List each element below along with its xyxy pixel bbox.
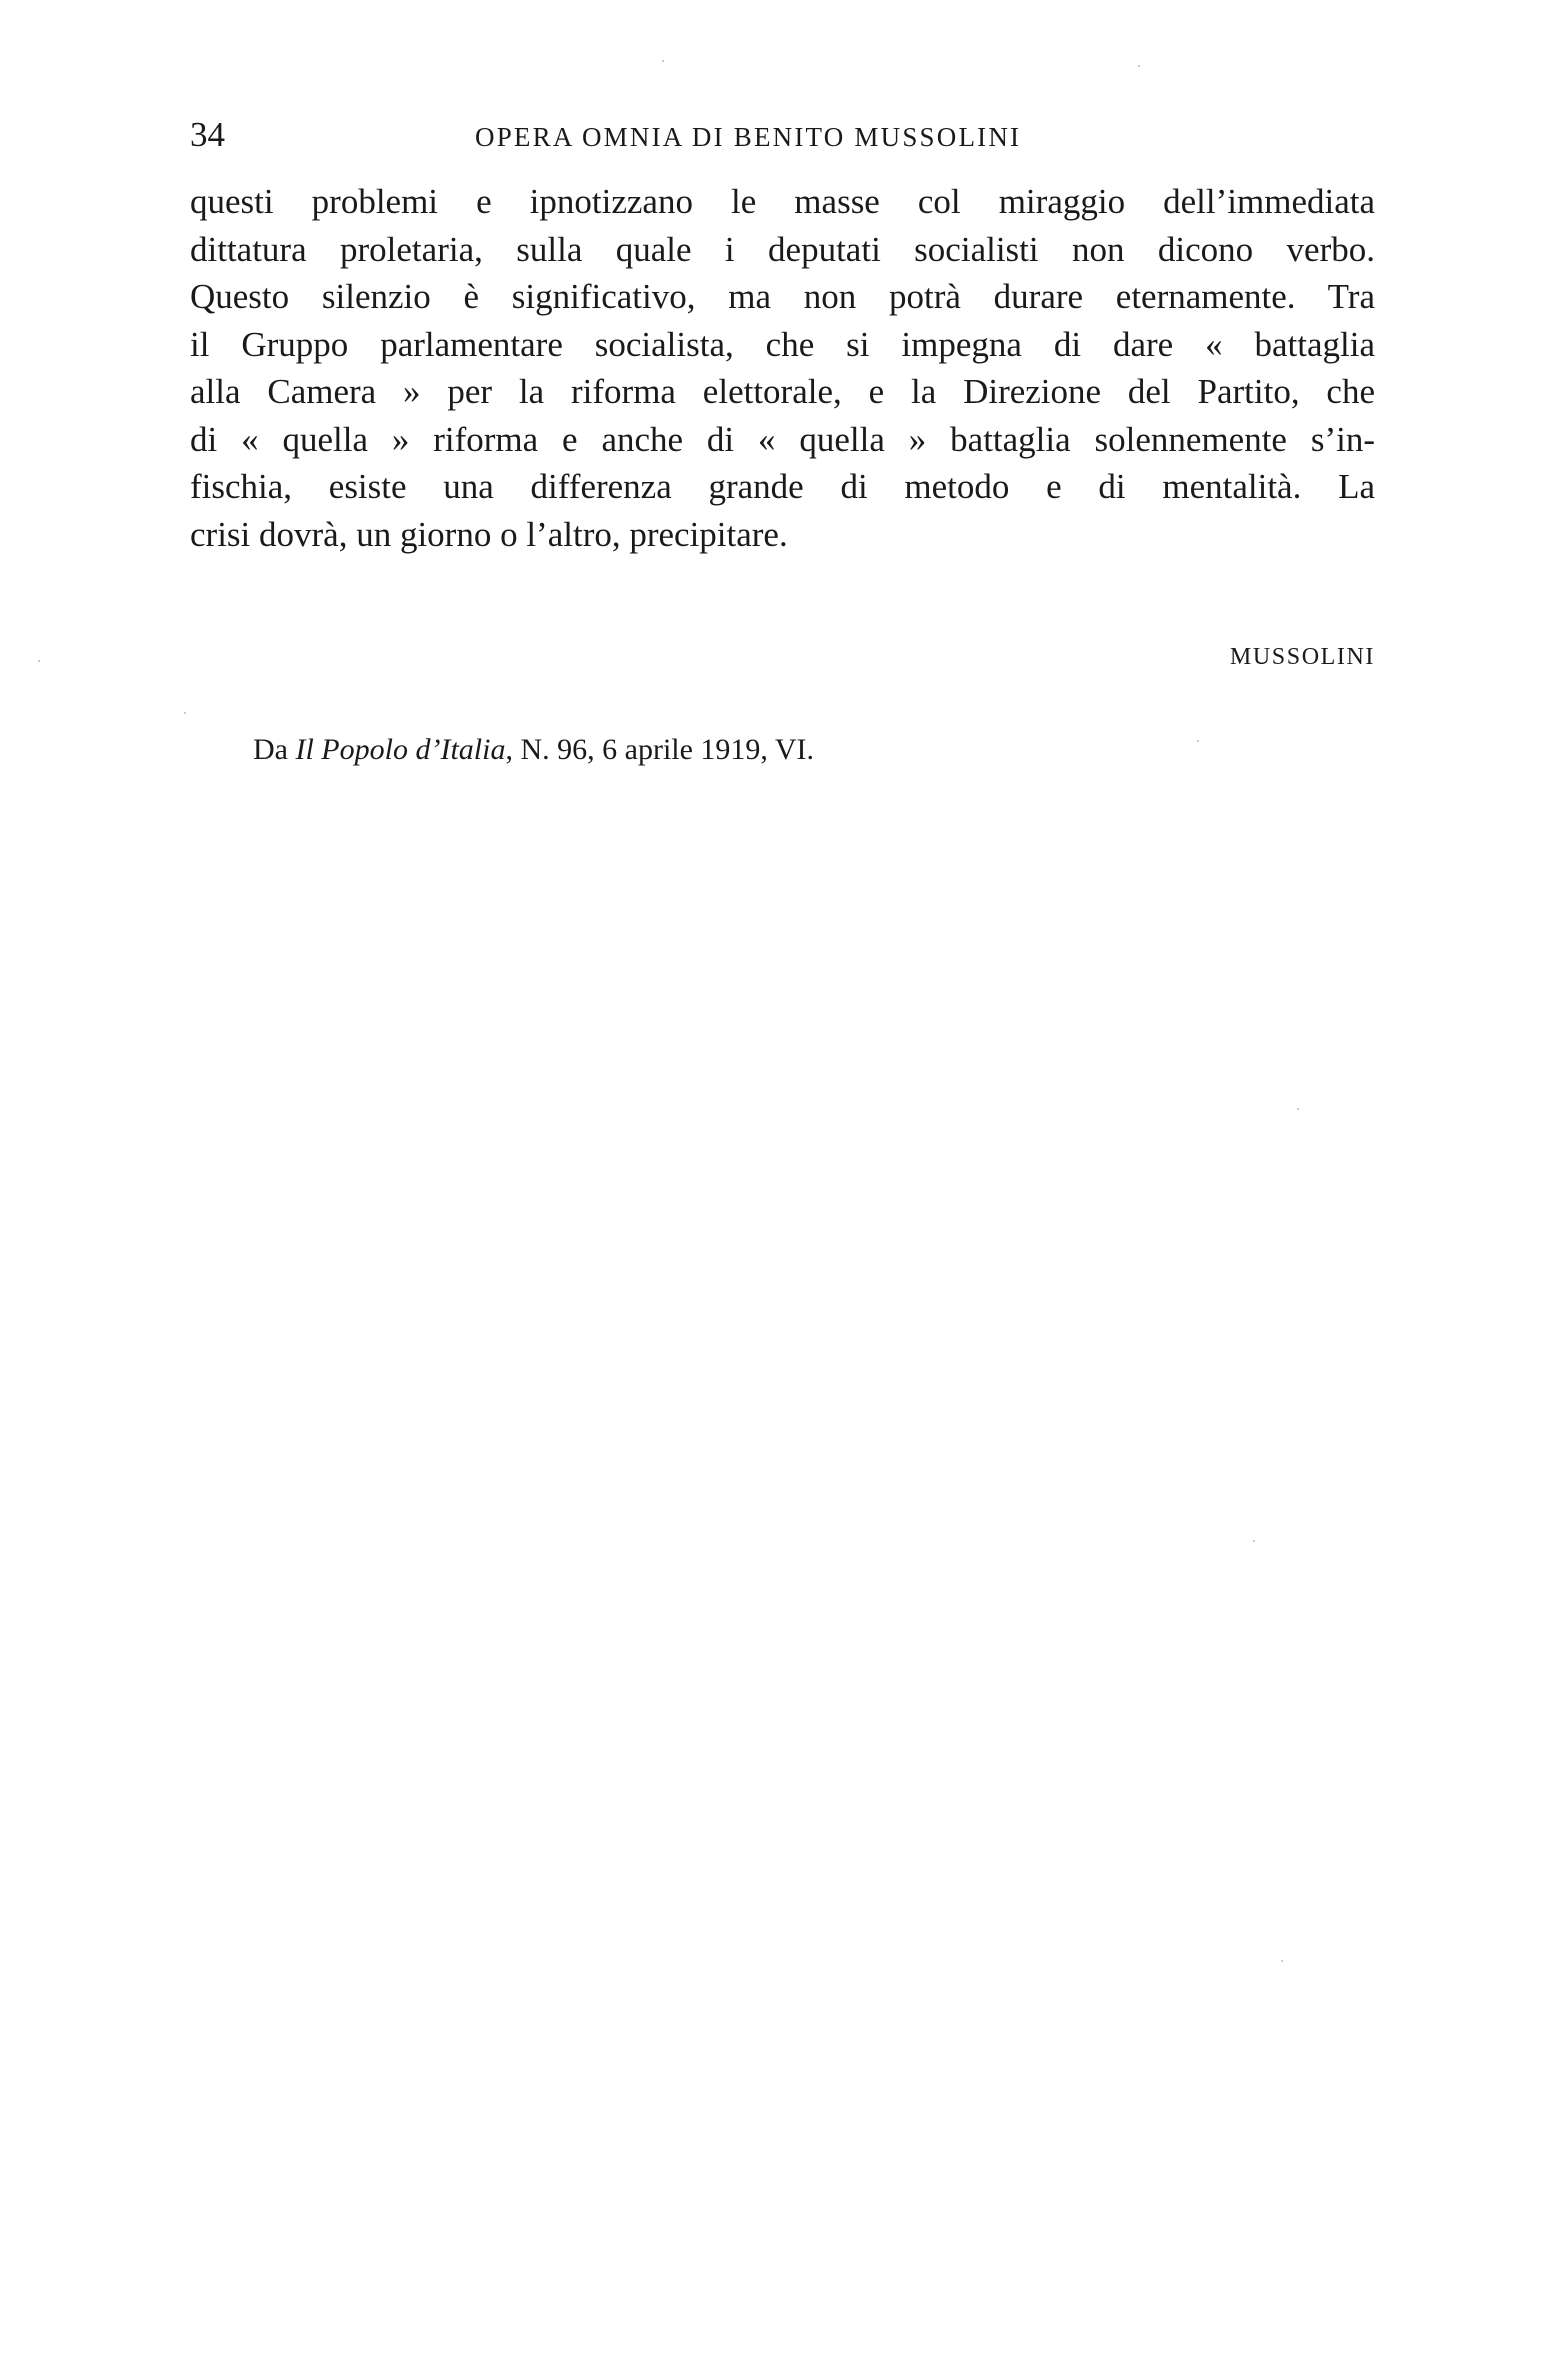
- scan-speck: [662, 60, 664, 62]
- scan-speck: [184, 712, 186, 714]
- body-line: fischia, esiste una differenza grande di metodo e di mentalità. La: [190, 467, 1375, 506]
- source-prefix: Da: [253, 733, 296, 766]
- body-line: Questo silenzio è significativo, ma non potrà durare eternamente. Tra: [190, 277, 1375, 316]
- body-line: crisi dovrà, un giorno o l’altro, precipitare.: [190, 514, 788, 554]
- scan-speck: [1138, 65, 1140, 67]
- scan-speck: [38, 660, 40, 662]
- source-publication-title: Il Popolo d’Italia: [295, 733, 506, 766]
- body-line: questi problemi e ipnotizzano le masse col miraggio dell’immediata: [190, 182, 1375, 221]
- running-head: [190, 110, 1375, 160]
- running-title: OPERA OMNIA DI BENITO MUSSOLINI: [475, 122, 1022, 152]
- scan-speck: [1297, 1108, 1299, 1110]
- source-citation: [253, 727, 814, 773]
- author-signature: MUSSOLINI: [1229, 644, 1375, 670]
- body-line: di « quella » riforma e anche di « quella » battaglia solennemente s’in-: [190, 419, 1375, 459]
- scan-speck: [1197, 740, 1199, 742]
- body-line: dittatura proletaria, sulla quale i deputati socialisti non dicono verbo.: [190, 229, 1375, 269]
- body-line: il Gruppo parlamentare socialista, che si impegna di dare « battaglia: [190, 324, 1375, 364]
- scan-speck: [1281, 1960, 1283, 1962]
- source-details: , N. 96, 6 aprile 1919, VI.: [505, 733, 815, 766]
- body-line: alla Camera » per la riforma elettorale, e la Direzione del Partito, che: [190, 372, 1375, 411]
- page-number: 34: [190, 115, 225, 154]
- scan-speck: [1253, 1540, 1255, 1542]
- body-paragraph: [190, 178, 1375, 558]
